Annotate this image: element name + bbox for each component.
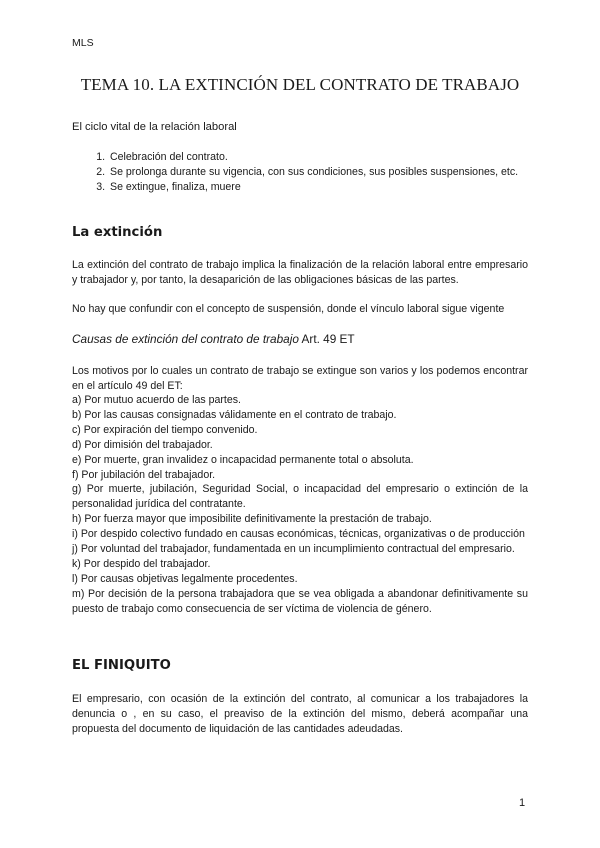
lifecycle-steps-list [90,150,546,195]
page-number: 1 [519,797,526,809]
causes-subheading [72,332,355,346]
list-item: e) Por muerte, gran invalidez o incapacidad permanente total o absoluta. [72,453,414,466]
list-item: c) Por expiración del tiempo convenido. [72,423,258,436]
list-item: g) Por muerte, jubilación, Seguridad Social, o incapacidad del empresario o extinción de la personalidad jurídica del contratante. [72,483,528,511]
causes-intro: Los motivos por lo cuales un contrato de trabajo se extingue son varios y los podemos encontrar en el artículo 49 del ET: [72,365,528,392]
list-item: j) Por voluntad del trabajador, fundamentada en un incumplimiento contractual del empresario. [72,543,515,556]
finiquito-paragraph: El empresario, con ocasión de la extinción del contrato, al comunicar a los trabajadores la denuncia o , en su caso, el preaviso de la extinción del mismo, deberá acompañar una propuesta del documento de liquidación de las cantidades adeudadas. [72,693,528,735]
list-item: a) Por mutuo acuerdo de las partes. [72,394,242,406]
extincion-paragraph: La extinción del contrato de trabajo implica la finalización de la relación laboral entre empresario y trabajador y, por tanto, la desaparición de las obligaciones básicas de las partes. [72,259,528,286]
list-item: k) Por despido del trabajador. [72,557,211,570]
list-item: f) Por jubilación del trabajador. [72,468,216,481]
list-item: i) Por despido colectivo fundado en causas económicas, técnicas, organizativas o de producción [72,528,525,541]
page-header: MLS [72,37,94,49]
causes-subheading-ref: Art. 49 ET [298,332,355,346]
list-item: l) Por causas objetivas legalmente procedentes. [72,572,298,585]
list-item: d) Por dimisión del trabajador. [72,438,213,451]
list-item: h) Por fuerza mayor que imposibilite definitivamente la prestación de trabajo. [72,513,432,526]
list-item: 2. Se prolonga durante su vigencia, con sus condiciones, sus posibles suspensiones, etc. [108,165,546,180]
list-item: 3. Se extingue, finaliza, muere [108,180,546,195]
list-item: 1. Celebración del contrato. [108,150,546,165]
section-heading-extincion: La extinción [72,225,163,240]
section-heading-finiquito: EL FINIQUITO [72,658,171,673]
intro-text: El ciclo vital de la relación laboral [72,121,237,133]
suspension-note: No hay que confundir con el concepto de suspensión, donde el vínculo laboral sigue vigente [72,303,505,315]
causes-subheading-italic: Causas de extinción del contrato de trabajo [72,332,299,346]
causes-list [72,393,528,617]
document-title: TEMA 10. LA EXTINCIÓN DEL CONTRATO DE TRABAJO [80,75,520,94]
list-item: b) Por las causas consignadas válidamente en el contrato de trabajo. [72,408,397,421]
list-item: m) Por decisión de la persona trabajadora que se vea obligada a abandonar definitivamente su puesto de trabajo como consecuencia de ser víctima de violencia de género. [72,587,528,615]
